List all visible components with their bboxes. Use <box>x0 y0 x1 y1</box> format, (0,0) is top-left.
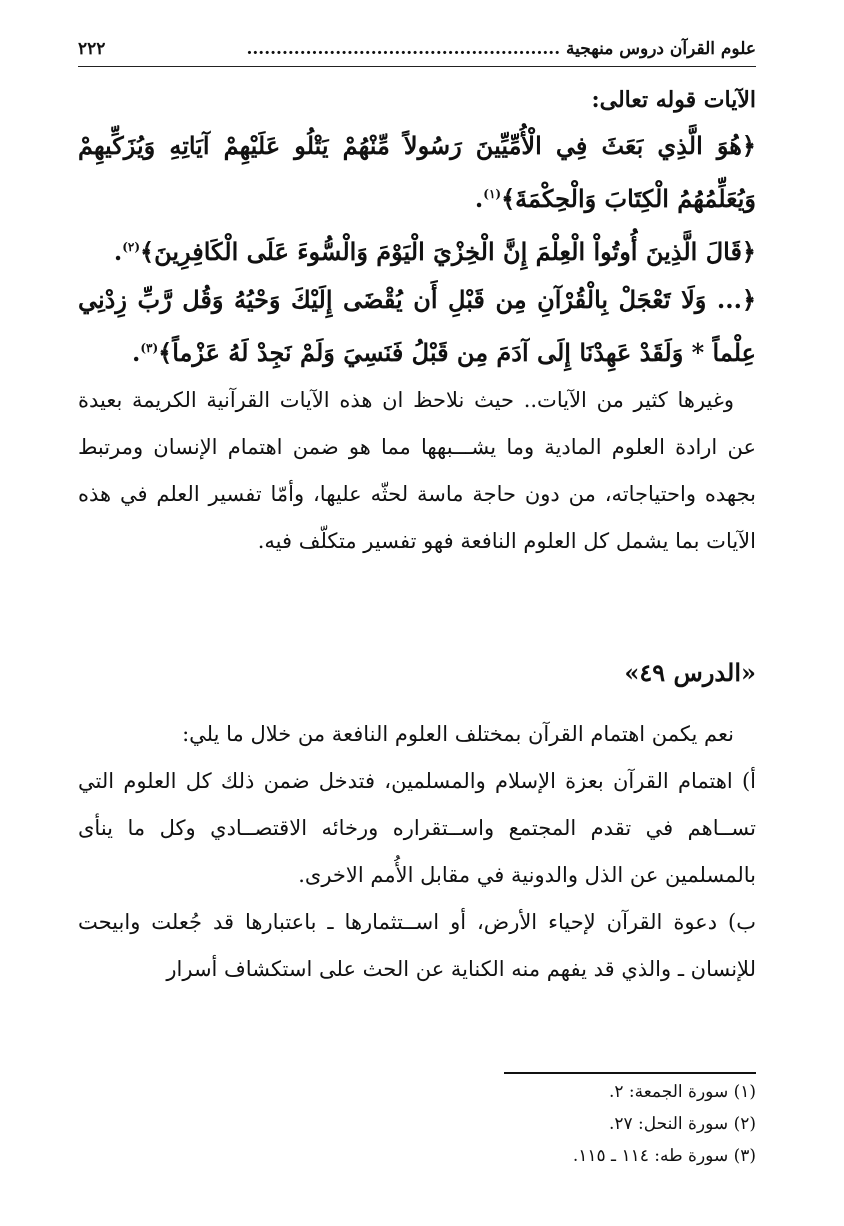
verses-intro: الآيات قوله تعالى: <box>591 87 756 113</box>
footnote-ref-2: (٢) <box>122 240 141 254</box>
verse-2: ﴿قَالَ الَّذِينَ أُوتُواْ الْعِلْمَ إِنَّ الْخِزْيَ الْيَوْمَ وَالْسُّوءَ عَلَى الْكَافِرِينَ﴾$^{(٢)}$. <box>113 237 756 266</box>
section-spacer <box>78 565 756 653</box>
footnote-1: (١) سورة الجمعة: ٢. <box>608 1082 756 1102</box>
lesson-title: «الدرس ٤٩» <box>624 658 756 687</box>
list-item-a: أ) اهتمام القرآن بعزة الإسلام والمسلمين، فتدخل ضمن ذلك كل العلوم التي تســاهم في تقدم المجتمع واســتقراره ورخائه الاقتصــادي وكل ما ينأى بالمسلمين عن الذل والدونية في مقابل الأُمم الاخرى. <box>78 769 756 887</box>
commentary-paragraph: وغيرها كثير من الآيات.. حيث نلاحظ ان هذه الآيات القرآنية الكريمة بعيدة عن ارادة العلوم المادية وما يشـــبهها مما هو ضمن اهتمام الإنسان ومرتبط بجهده واحتياجاته، من دون حاجة ماسة لحثّه عليها، وأمّا تفسير العلم في هذه الآيات بما يشمل كل العلوم النافعة فهو تفسير متكلّف فيه. <box>78 388 756 553</box>
footnotes <box>78 1076 756 1172</box>
verse-1: ﴿هُوَ الَّذِي بَعَثَ فِي الْأُمِّيِّينَ رَسُولاً مِّنْهُمْ يَتْلُو عَلَيْهِمْ آيَاتِهِ وَيُزَكِّيهِمْ وَيُعَلِّمُهُمُ الْكِتَابَ وَالْحِكْمَةَ﴾$^{(١)}$. <box>78 131 756 213</box>
lesson-intro: نعم يكمن اهتمام القرآن بمختلف العلوم النافعة من خلال ما يلي: <box>182 722 734 746</box>
header-title: علوم القرآن دروس منهجية ..................................................... <box>246 39 756 59</box>
footnote-ref-3: (٣) <box>140 341 159 355</box>
footnote-ref-1: (١) <box>483 187 502 201</box>
verse-3-text: ﴿... وَلَا تَعْجَلْ بِالْقُرْآنِ مِن قَبْلِ أَن يُقْضَى إِلَيْكَ وَحْيُهُ وَقُل رَّبِّ زِدْنِي عِلْماً * وَلَقَدْ عَهِدْنَا إِلَى آدَمَ مِن قَبْلُ فَنَسِيَ وَلَمْ نَجِدْ لَهُ عَزْماً﴾ <box>78 285 756 367</box>
running-header <box>78 34 756 64</box>
page-number: ٢٢٢ <box>78 39 106 59</box>
footnote-rule <box>504 1072 756 1074</box>
header-rule <box>78 66 756 67</box>
verse-2-text: ﴿قَالَ الَّذِينَ أُوتُواْ الْعِلْمَ إِنَّ الْخِزْيَ الْيَوْمَ وَالْسُّوءَ عَلَى الْكَافِرِينَ﴾ <box>140 237 756 266</box>
verse-1-text: ﴿هُوَ الَّذِي بَعَثَ فِي الْأُمِّيِّينَ رَسُولاً مِّنْهُمْ يَتْلُو عَلَيْهِمْ آيَاتِهِ وَيُزَكِّيهِمْ وَيُعَلِّمُهُمُ الْكِتَابَ وَالْحِكْمَةَ﴾ <box>78 131 756 213</box>
list-item-b: ب) دعوة القرآن لإحياء الأرض، أو اســتثمارها ـ باعتبارها قد جُعلت وابيحت للإنسان ـ والذي قد يفهم منه الكناية عن الحث على استكشاف أسرار <box>78 910 756 981</box>
title-spacer <box>78 693 756 711</box>
verse-3: ﴿... وَلَا تَعْجَلْ بِالْقُرْآنِ مِن قَبْلِ أَن يُقْضَى إِلَيْكَ وَحْيُهُ وَقُل رَّبِّ زِدْنِي عِلْماً * وَلَقَدْ عَهِدْنَا إِلَى آدَمَ مِن قَبْلُ فَنَسِيَ وَلَمْ نَجِدْ لَهُ عَزْماً﴾$^{(٣)}$. <box>78 285 756 367</box>
footnote-3: (٣) سورة طه: ١١٤ ـ ١١٥. <box>572 1146 756 1166</box>
main-content <box>78 78 756 993</box>
footnote-2: (٢) سورة النحل: ٢٧. <box>608 1114 756 1134</box>
